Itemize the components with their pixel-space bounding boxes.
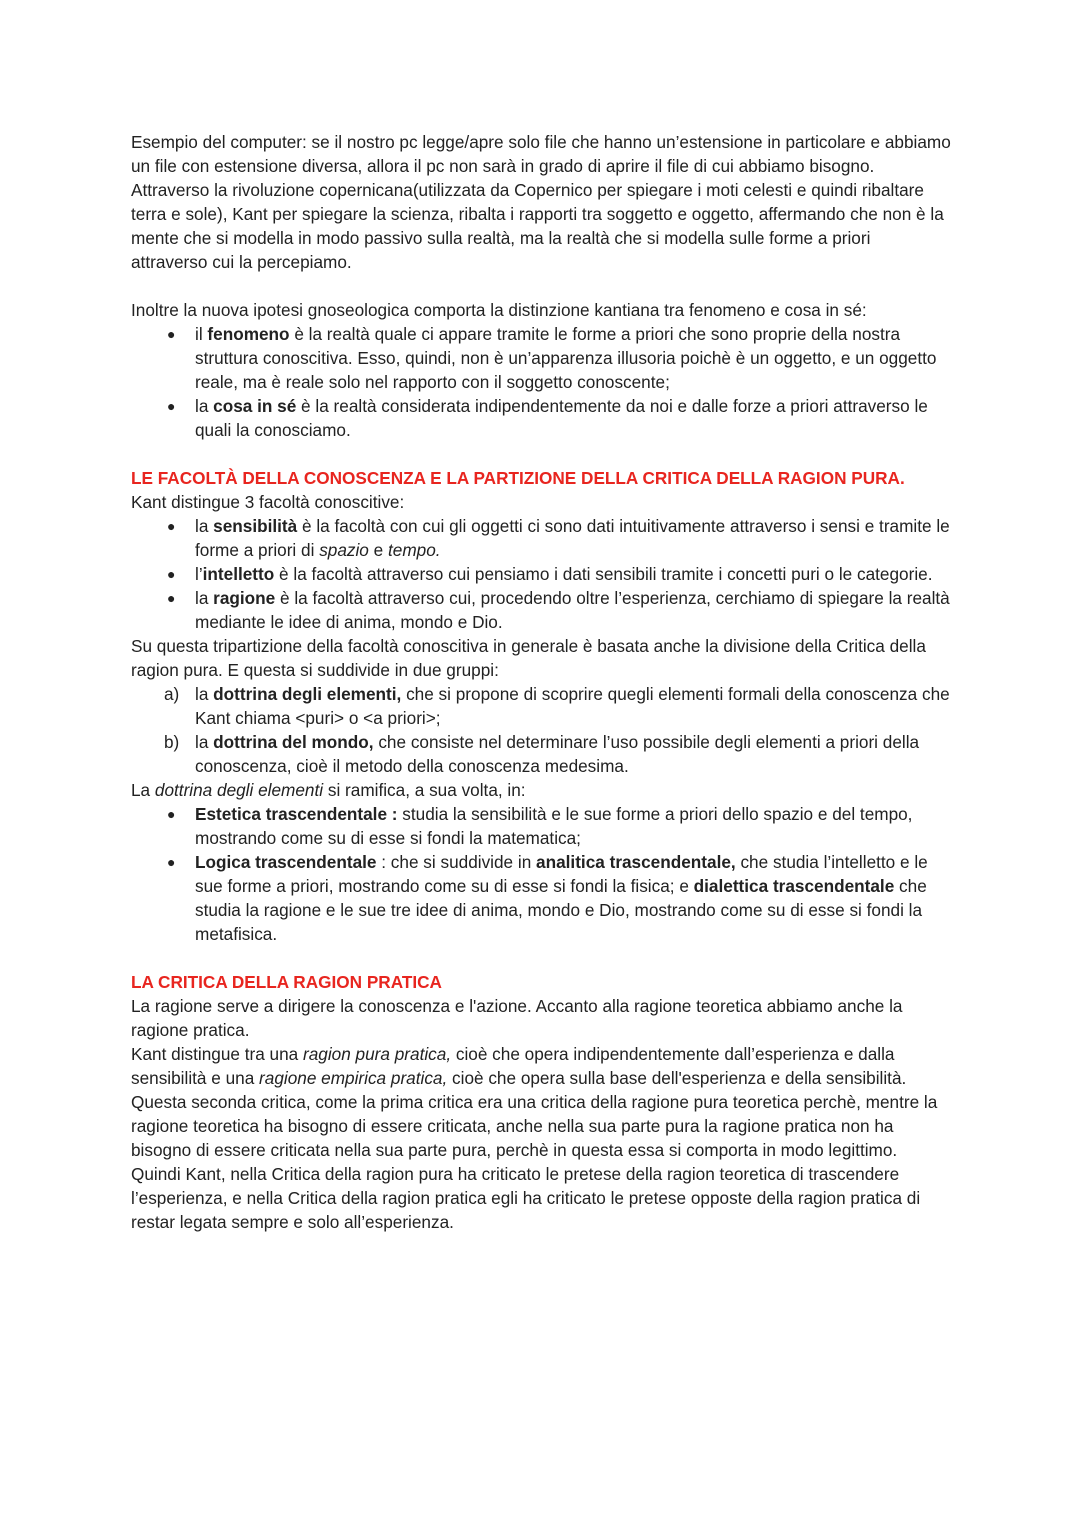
list-item: b) la dottrina del mondo, che consiste nel determinare l’uso possibile degli elementi a priori della conoscenza, cioè il metodo della conoscenza medesima. — [164, 732, 920, 776]
spacer — [131, 946, 951, 970]
list-item: ● Logica trascendentale : che si suddivide in analitica trascendentale, che studia l’intelletto e le sue forme a priori, mostrando come su di esse si fondi la fisica; e dialettica trascendentale che studia la ragione e le sue tre idee di anima, mondo e Dio, mostrando come su di esse si fondi la metafisica. — [167, 852, 928, 944]
list-letter: b) — [164, 732, 180, 752]
paragraph: La ragione serve a dirigere la conoscenza e l'azione. Accanto alla ragione teoretica abbiamo anche la ragione pratica. — [131, 996, 903, 1040]
paragraph: Quindi Kant, nella Critica della ragion pura ha criticato le pretese della ragion teoretica di trascendere l’esperienza, e nella Critica della ragion pratica egli ha criticato le pretese opposte della ragion pratica di restar legata sempre e solo all’esperienza. — [131, 1164, 921, 1232]
list-item: ● la ragione è la facoltà attraverso cui, procedendo oltre l’esperienza, cerchiamo di spiegare la realtà mediante le idee di anima, mondo e Dio. — [167, 588, 950, 632]
bullet-icon: ● — [167, 590, 176, 606]
paragraph: Attraverso la rivoluzione copernicana(utilizzata da Copernico per spiegare i moti celesti e quindi ribaltare terra e sole), Kant per spiegare la scienza, ribalta i rapporti tra soggetto e oggetto, affermando che non è la mente che si modella in modo passivo sulla realtà, ma la realtà che si modella sulle forme a priori attraverso cui la percepiamo. — [131, 180, 944, 272]
bullet-icon: ● — [167, 326, 176, 342]
list-item: ● il fenomeno è la realtà quale ci appare tramite le forme a priori che sono proprie della nostra struttura conoscitiva. Esso, quindi, non è un’apparenza illusoria poichè è un oggetto, e un oggetto reale, ma è reale solo nel rapporto con il soggetto conoscente; — [167, 324, 937, 392]
list-item: a) la dottrina degli elementi, che si propone di scoprire quegli elementi formali della conoscenza che Kant chiama <puri> o <a priori>; — [164, 684, 950, 728]
bullet-list — [131, 514, 951, 634]
section-heading: LA CRITICA DELLA RAGION PRATICA — [131, 972, 442, 992]
list-item: ● la sensibilità è la facoltà con cui gli oggetti ci sono dati intuitivamente attraverso i sensi e tramite le forme a priori di spazio e tempo. — [167, 516, 950, 560]
section-heading: LE FACOLTÀ DELLA CONOSCENZA E LA PARTIZIONE DELLA CRITICA DELLA RAGION PURA. — [131, 468, 905, 488]
bullet-icon: ● — [167, 806, 176, 822]
list-item: ● Estetica trascendentale : studia la sensibilità e le sue forme a priori dello spazio e del tempo, mostrando come su di esse si fondi la matematica; — [167, 804, 913, 848]
spacer — [131, 442, 951, 466]
spacer — [131, 274, 951, 298]
list-item: ● la cosa in sé è la realtà considerata indipendentemente da noi e dalle forze a priori attraverso le quali la conosciamo. — [167, 396, 928, 440]
paragraph: Esempio del computer: se il nostro pc legge/apre solo file che hanno un’estensione in particolare e abbiamo un file con estensione diversa, allora il pc non sarà in grado di aprire il file di cui abbiamo bisogno. — [131, 132, 951, 176]
bullet-icon: ● — [167, 518, 176, 534]
lettered-list — [131, 682, 951, 778]
paragraph: Kant distingue 3 facoltà conoscitive: — [131, 492, 405, 512]
paragraph: La dottrina degli elementi si ramifica, a sua volta, in: — [131, 780, 526, 800]
bullet-icon: ● — [167, 398, 176, 414]
paragraph: Kant distingue tra una ragion pura pratica, cioè che opera indipendentemente dall’esperienza e dalla sensibilità e una ragione empirica pratica, cioè che opera sulla base dell'esperienza e della sensibilità. — [131, 1044, 907, 1088]
bullet-icon: ● — [167, 566, 176, 582]
list-letter: a) — [164, 684, 180, 704]
bullet-icon: ● — [167, 854, 176, 870]
paragraph: Su questa tripartizione della facoltà conoscitiva in generale è basata anche la divisione della Critica della ragion pura. E questa si suddivide in due gruppi: — [131, 636, 926, 680]
bullet-list — [131, 322, 951, 442]
list-item: ● l’intelletto è la facoltà attraverso cui pensiamo i dati sensibili tramite i concetti puri o le categorie. — [167, 564, 933, 584]
bullet-list — [131, 802, 951, 946]
paragraph: Inoltre la nuova ipotesi gnoseologica comporta la distinzione kantiana tra fenomeno e cosa in sé: — [131, 300, 867, 320]
document-page — [131, 130, 951, 1234]
paragraph: Questa seconda critica, come la prima critica era una critica della ragione pura teoretica perchè, mentre la ragione teoretica ha bisogno di essere criticata, anche nella sua parte pura la ragione pratica non ha bisogno di essere criticata nella sua parte pura, perchè in questa essa si comporta in modo legittimo. — [131, 1092, 938, 1160]
